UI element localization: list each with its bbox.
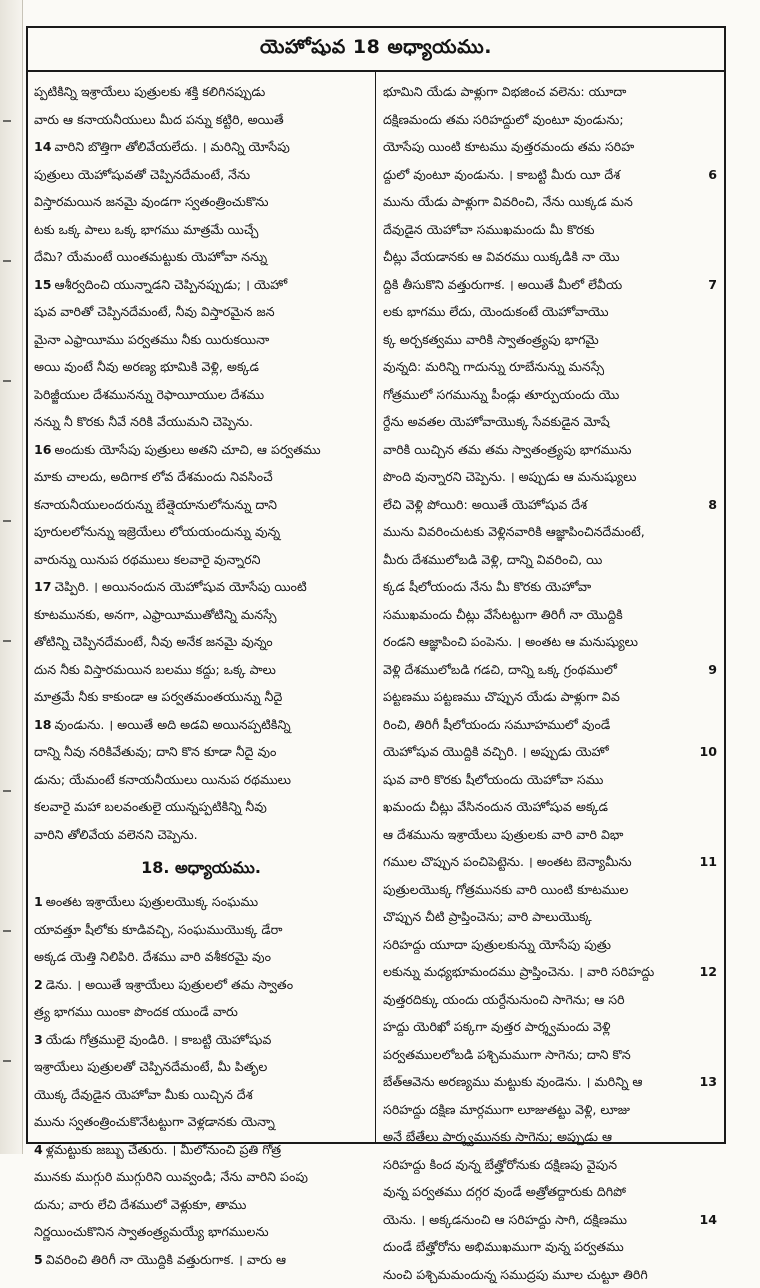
line-text: దక్షిణమందు తమ సరిహద్దులో వుంటూ వుండును; [383, 112, 624, 127]
text-line [383, 298, 717, 326]
text-line [383, 271, 717, 299]
verse-number: 8 [708, 491, 717, 519]
text-line [383, 381, 717, 409]
line-text: హద్దు యెరిఖో పక్కగా వుత్తర పార్శ్వమందు వెళ్లి [383, 1019, 611, 1034]
line-text: భూమిని యేడు పాళ్లుగా విభజించ వలెను: యూదా [383, 84, 626, 99]
verse-number: 14 [34, 139, 52, 154]
text-line [383, 436, 717, 464]
line-text: ఆశీర్వదించి యున్నాడని చెప్పినప్పుడు; । యెహో [55, 277, 288, 292]
text-line [383, 216, 717, 244]
line-text: పూరులలోనున్ను ఇజ్రెయేలు లోయయందున్ను వున్న [34, 524, 280, 539]
text-columns [28, 72, 724, 1142]
line-text: దుండే బేత్హోరోను అభిముఖముగా వున్న పర్వతము [383, 1239, 624, 1254]
verse-number: 5 [34, 1252, 43, 1267]
text-line [34, 408, 368, 436]
text-line [383, 463, 717, 491]
text-line [34, 381, 368, 409]
text-line [383, 766, 717, 794]
line-text: చొప్పున చీటి ప్రాప్తించెను; వారి పాలుయొక్క [383, 909, 592, 924]
text-line [34, 1053, 368, 1081]
text-line [34, 436, 368, 464]
verse-number: 10 [699, 738, 717, 766]
text-line [383, 793, 717, 821]
text-line [34, 546, 368, 574]
line-text: వెళ్లి దేశములోబడి గడచి, దాన్ని ఒక్క గ్రంథములో [383, 662, 617, 677]
line-text: నుంచి పశ్చిమమందున్న సముద్రపు మూల చుట్టూ తిరిగి [383, 1267, 648, 1282]
text-line [383, 821, 717, 849]
line-text: దేమి? యేమంటే యింతమట్టుకు యెహోవా నన్ను [34, 249, 267, 264]
text-line [383, 876, 717, 904]
text-line [34, 738, 368, 766]
line-text: పుత్రులు యెహోషువతో చెప్పినదేమంటే, నేను [34, 167, 250, 182]
text-line [383, 573, 717, 601]
binding-stitch-marks [0, 0, 22, 1154]
chapter-heading: 18. అధ్యాయము. [34, 848, 368, 888]
text-line [383, 1261, 717, 1288]
line-text: మైనా ఎఫ్రాయీము పర్వతము నీకు యిరుకయినా [34, 332, 269, 347]
verse-number: 1 [34, 894, 43, 909]
line-text: కలవారై మహా బలవంతులై యున్నప్పటికిన్ని నీవు [34, 799, 267, 814]
text-line [34, 518, 368, 546]
line-text: వారిని తోలివేయ వలెనని చెప్పెను. [34, 827, 198, 842]
line-text: వారికి యిచ్చిన తమ తమ స్వాతంత్ర్యపు భాగమును [383, 442, 631, 457]
text-line [383, 683, 717, 711]
page-header [28, 28, 724, 72]
line-text: పొంది వున్నారని చెప్పెను. । అప్పుడు ఆ మనుష్యులు [383, 469, 636, 484]
text-line [34, 943, 368, 971]
line-text: చీట్లు వేయడానకు ఆ వివరము యిక్కడికి నా యొ [383, 249, 620, 264]
text-line [34, 1218, 368, 1246]
line-text: అనే బేతేలు పార్శ్వమునకు సాగెను; అప్పుడు ఆ [383, 1129, 612, 1144]
line-text: డును; యేమంటే కనాయనీయులు యినుప రథములు [34, 772, 291, 787]
text-line [34, 573, 368, 601]
line-text: మాకు చాలదు, అదిగాక లోవ దేశమందు నివసించే [34, 469, 273, 484]
line-text: ళ్లమట్టుకు జబ్బు చేతురు. । మీలోనుంచి ప్రతి గోత్ర [46, 1142, 281, 1157]
line-text: పర్వతములలోబడి పశ్చిమముగా సాగెను; దాని కొన [383, 1047, 631, 1062]
verse-number: 12 [699, 958, 717, 986]
text-line [383, 1206, 717, 1234]
line-text: వున్న పర్వతము దగ్గర వుండే అత్రోతద్దారుకు దిగిపో [383, 1184, 626, 1199]
line-text: మునకు ముగ్గురి ముగ్గురిని యివ్వండి; నేను వారిని పంపు [34, 1169, 308, 1184]
text-line [383, 601, 717, 629]
line-text: పుత్రులయొక్క గోత్రమునకు వారి యింటి కూటముల [383, 882, 628, 897]
verse-number: 9 [708, 656, 717, 684]
line-text: దున నీకు విస్తారమయిన బలము కద్దు; ఒక్క పాలు [34, 662, 276, 677]
verse-number: 14 [699, 1206, 717, 1234]
text-line [34, 916, 368, 944]
text-line [34, 1108, 368, 1136]
line-text: మీరు దేశములోబడి వెళ్లి, దాన్ని వివరించి, యి [383, 552, 602, 567]
text-line [34, 133, 368, 161]
line-text: యోసేపు యింటి కూటము వుత్తరమందు తమ సరిహ [383, 139, 634, 154]
text-line [383, 738, 717, 766]
line-text: లకు భాగము లేదు, యెందుకంటే యెహోవాయొ [383, 304, 609, 319]
text-line [34, 711, 368, 739]
text-line [383, 546, 717, 574]
text-line [383, 711, 717, 739]
text-line [34, 298, 368, 326]
line-text: లేచి వెళ్లి పోయిరి: అయితే యెహోషువ దేశ [383, 497, 587, 512]
text-line [34, 353, 368, 381]
line-text: ర్దేను అవతల యెహోవాయొక్క సేవకుడైన మోషే [383, 414, 610, 429]
line-text: యెహోషువ యొద్దికి వచ్చిరి. । అప్పుడు యెహో [383, 744, 609, 759]
text-line [34, 216, 368, 244]
line-text: ప్పటికిన్ని ఇశ్రాయేలు పుత్రులకు శక్తి కలిగినప్పుడు [34, 84, 265, 99]
text-line [34, 106, 368, 134]
text-line [383, 1123, 717, 1151]
line-text: సరిహద్దు యూదా పుత్రులకున్ను యోసేపు పుత్రు [383, 937, 611, 952]
text-line [383, 628, 717, 656]
line-text: క్కడ షీలోయందు నేను మీ కొరకు యెహోవా [383, 579, 591, 594]
line-text: గముల చొప్పున పంచిపెట్టెను. । అంతట బెన్యామీను [383, 854, 632, 869]
line-text: గోత్రములో సగమున్ను పీండ్లు తూర్పుయందు యొ [383, 387, 619, 402]
line-text: రించి, తిరిగీ షీలోయందు సమూహములో వుండే [383, 717, 610, 732]
text-line [34, 491, 368, 519]
column-divider [375, 72, 376, 1142]
text-line [34, 78, 368, 106]
line-text: వారిని బొత్తిగా తోలివేయలేదు. । మరిన్ని యోసేపు [55, 139, 290, 154]
line-text: కూటమునకు, అనగా, ఎఫ్రాయీముతోటిన్ని మనస్సే [34, 607, 276, 622]
line-text: ద్దికి తీసుకొని వత్తురుగాక. । అయితే మీలో లేవీయ [383, 277, 622, 292]
line-text: క్క అర్చకత్వము వారికి స్వాతంత్ర్యపు భాగమై [383, 332, 599, 347]
line-text: డెను. । అయితే ఇశ్రాయేలు పుత్రులలో తమ స్వాతం [46, 977, 293, 992]
line-text: ఆ దేశమును ఇశ్రాయేలు పుత్రులకు వారి వారి విభా [383, 827, 623, 842]
verse-number: 17 [34, 579, 52, 594]
text-line [383, 133, 717, 161]
text-line [383, 408, 717, 436]
text-line [383, 353, 717, 381]
text-line [34, 1136, 368, 1164]
line-text: దును; వారు లేచి దేశములో వెళ్లుకూ, తాము [34, 1197, 246, 1212]
line-text: అందుకు యోసేపు పుత్రులు అతని చూచి, ఆ పర్వతము [55, 442, 321, 457]
left-column [34, 78, 368, 1273]
text-line [34, 1191, 368, 1219]
text-line [34, 601, 368, 629]
text-line [34, 971, 368, 999]
line-text: అక్కడ యెత్తి నిలిపిరి. దేశము వారి వశీకరమై వుం [34, 949, 271, 964]
text-line [383, 1041, 717, 1069]
line-text: మును వివరించుటకు వెళ్లినవారికి ఆజ్ఞాపించినదేమంటే, [383, 524, 645, 539]
line-text: దేవుడైన యెహోవా సముఖమందు మీ కొరకు [383, 222, 595, 237]
text-line [34, 821, 368, 849]
line-text: వుండును. । అయితే అది అడవి అయినప్పటికిన్ని [55, 717, 291, 732]
verse-number: 6 [708, 161, 717, 189]
text-line [383, 986, 717, 1014]
line-text: త్ర్య భాగము యింకా పొందక యుండే వారు [34, 1004, 238, 1019]
right-column [383, 78, 717, 1288]
text-line [34, 326, 368, 354]
text-line [383, 656, 717, 684]
text-line [34, 1026, 368, 1054]
line-text: విస్తారమయిన జనమై వుండగా స్వతంత్రించుకొను [34, 194, 268, 209]
line-text: వారు ఆ కనాయనీయులు మీద పన్ను కట్టిరి, అయితే [34, 112, 284, 127]
text-line [383, 491, 717, 519]
text-line [383, 931, 717, 959]
verse-number: 18 [34, 717, 52, 732]
line-text: వుత్తరదిక్కు యందు యర్దేనునుంచి సాగెను; ఆ సరి [383, 992, 625, 1007]
line-text: ద్దులో వుంటూ వుండును. । కాబట్టి మీరు యీ దేశ [383, 167, 620, 182]
line-text: సముఖమందు చీట్లు వేసేటట్టుగా తిరిగీ నా యొద్దికి [383, 607, 623, 622]
text-line [383, 78, 717, 106]
text-line [34, 628, 368, 656]
line-text: సరిహద్దు కింద వున్న బేత్హోరోనుకు దక్షిణపు వైపున [383, 1157, 617, 1172]
verse-number: 16 [34, 442, 52, 457]
line-text: తోటిన్ని చెప్పినదేమంటే, నీవు అనేక జనమై వున్నం [34, 634, 273, 649]
line-text: టకు ఒక్క పాలు ఒక్క భాగము మాత్రమే యిచ్చే [34, 222, 258, 237]
line-text: వారున్ను యినుప రథములు కలవారై వున్నారని [34, 552, 260, 567]
text-line [383, 1233, 717, 1261]
line-text: యెను. । అక్కడనుంచి ఆ సరిహద్దు సాగి, దక్షిణము [383, 1212, 627, 1227]
text-line [383, 1013, 717, 1041]
text-line [34, 1081, 368, 1109]
line-text: నన్ను నీ కొరకు నీవే నరికి వేయుమని చెప్పెను. [34, 414, 253, 429]
text-line [34, 271, 368, 299]
text-line [383, 903, 717, 931]
line-text: లకున్ను మధ్యభూమందము ప్రాప్తించెను. । వారి సరిహద్దు [383, 964, 654, 979]
text-line [383, 161, 717, 189]
line-text: అంతట ఇశ్రాయేలు పుత్రులయొక్క సంఘము [46, 894, 258, 909]
book-page [26, 26, 726, 1144]
line-text: ఇశ్రాయేలు పుత్రులతో చెప్పినదేమంటే, మీ పితృల [34, 1059, 267, 1074]
line-text: మును యేడు పాళ్లుగా వివరించి, నేను యిక్కడ మన [383, 194, 633, 209]
verse-number: 4 [34, 1142, 43, 1157]
line-text: బేత్ఆవెను అరణ్యము మట్టుకు వుండెను. । మరిన్ని ఆ [383, 1074, 642, 1089]
text-line [34, 888, 368, 916]
line-text: యొక్క దేవుడైన యెహోవా మీకు యిచ్చిన దేశ [34, 1087, 253, 1102]
line-text: యావత్తూ షీలోకు కూడివచ్చి, సంఘముయొక్క డేరా [34, 922, 282, 937]
line-text: మాత్రమే నీకు కాకుండా ఆ పర్వతమంతయున్ను నీదై [34, 689, 282, 704]
text-line [383, 1068, 717, 1096]
verse-number: 11 [699, 848, 717, 876]
line-text: అయి వుంటే నీవు అరణ్య భూమికి వెళ్లి, అక్కడ [34, 359, 259, 374]
text-line [383, 106, 717, 134]
text-line [383, 188, 717, 216]
line-text: మును స్వతంత్రించుకొనేటట్టుగా వెళ్లడానకు యెన్నా [34, 1114, 275, 1129]
verse-number: 15 [34, 277, 52, 292]
line-text: రండని ఆజ్ఞాపించి పంపెను. । అంతట ఆ మనుష్యులు [383, 634, 638, 649]
line-text: వున్నది: మరిన్ని గాదున్ను రూబేనున్ను మనస్సే [383, 359, 604, 374]
text-line [34, 161, 368, 189]
text-line [34, 793, 368, 821]
verse-number: 13 [699, 1068, 717, 1096]
text-line [383, 243, 717, 271]
text-line [383, 848, 717, 876]
text-line [34, 1163, 368, 1191]
text-line [34, 683, 368, 711]
verse-number: 2 [34, 977, 43, 992]
line-text: ఖమందు చీట్లు వేసినందున యెహోషువ అక్కడ [383, 799, 608, 814]
text-line [34, 188, 368, 216]
line-text: షువ వారి కొరకు షీలోయందు యెహోవా సము [383, 772, 603, 787]
text-line [34, 463, 368, 491]
verse-number: 3 [34, 1032, 43, 1047]
text-line [34, 243, 368, 271]
verse-number: 7 [708, 271, 717, 299]
text-line [383, 326, 717, 354]
line-text: కనాయనీయులందరున్ను బేత్షెయానులోనున్ను దాని [34, 497, 277, 512]
line-text: దాన్ని నీవు నరికివేతువు; దాని కొన కూడా నీదై వుం [34, 744, 276, 759]
text-line [383, 958, 717, 986]
text-line [383, 1178, 717, 1206]
line-text: పట్టణము పట్టణము చొప్పున యేడు పాళ్లుగా వివ [383, 689, 620, 704]
text-line [383, 518, 717, 546]
line-text: పెరిజ్జీయుల దేశమునన్ను రెఫాయీయుల దేశము [34, 387, 264, 402]
line-text: చెప్పిరి. । అయినందున యెహోషువ యోసేపు యింటి [55, 579, 307, 594]
text-line [34, 766, 368, 794]
line-text: యేడు గోత్రములై వుండిరి. । కాబట్టి యెహోషువ [46, 1032, 272, 1047]
text-line [34, 656, 368, 684]
text-line [34, 998, 368, 1026]
page-title: యెహోషువ 18 అధ్యాయము. [260, 36, 492, 63]
text-line [34, 1246, 368, 1274]
line-text: నిర్ణయించుకొనిన స్వాతంత్ర్యమయ్యే భాగములను [34, 1224, 269, 1239]
text-line [383, 1151, 717, 1179]
line-text: వివరించి తిరిగీ నా యొద్దికి వత్తురుగాక. । వారు ఆ [46, 1252, 286, 1267]
line-text: సరిహద్దు దక్షిణ మార్గముగా లూజుతట్టు వెళ్లి, లూజు [383, 1102, 630, 1117]
line-text: షువ వారితో చెప్పినదేమంటే, నీవు విస్తారమైన జన [34, 304, 275, 319]
text-line [383, 1096, 717, 1124]
